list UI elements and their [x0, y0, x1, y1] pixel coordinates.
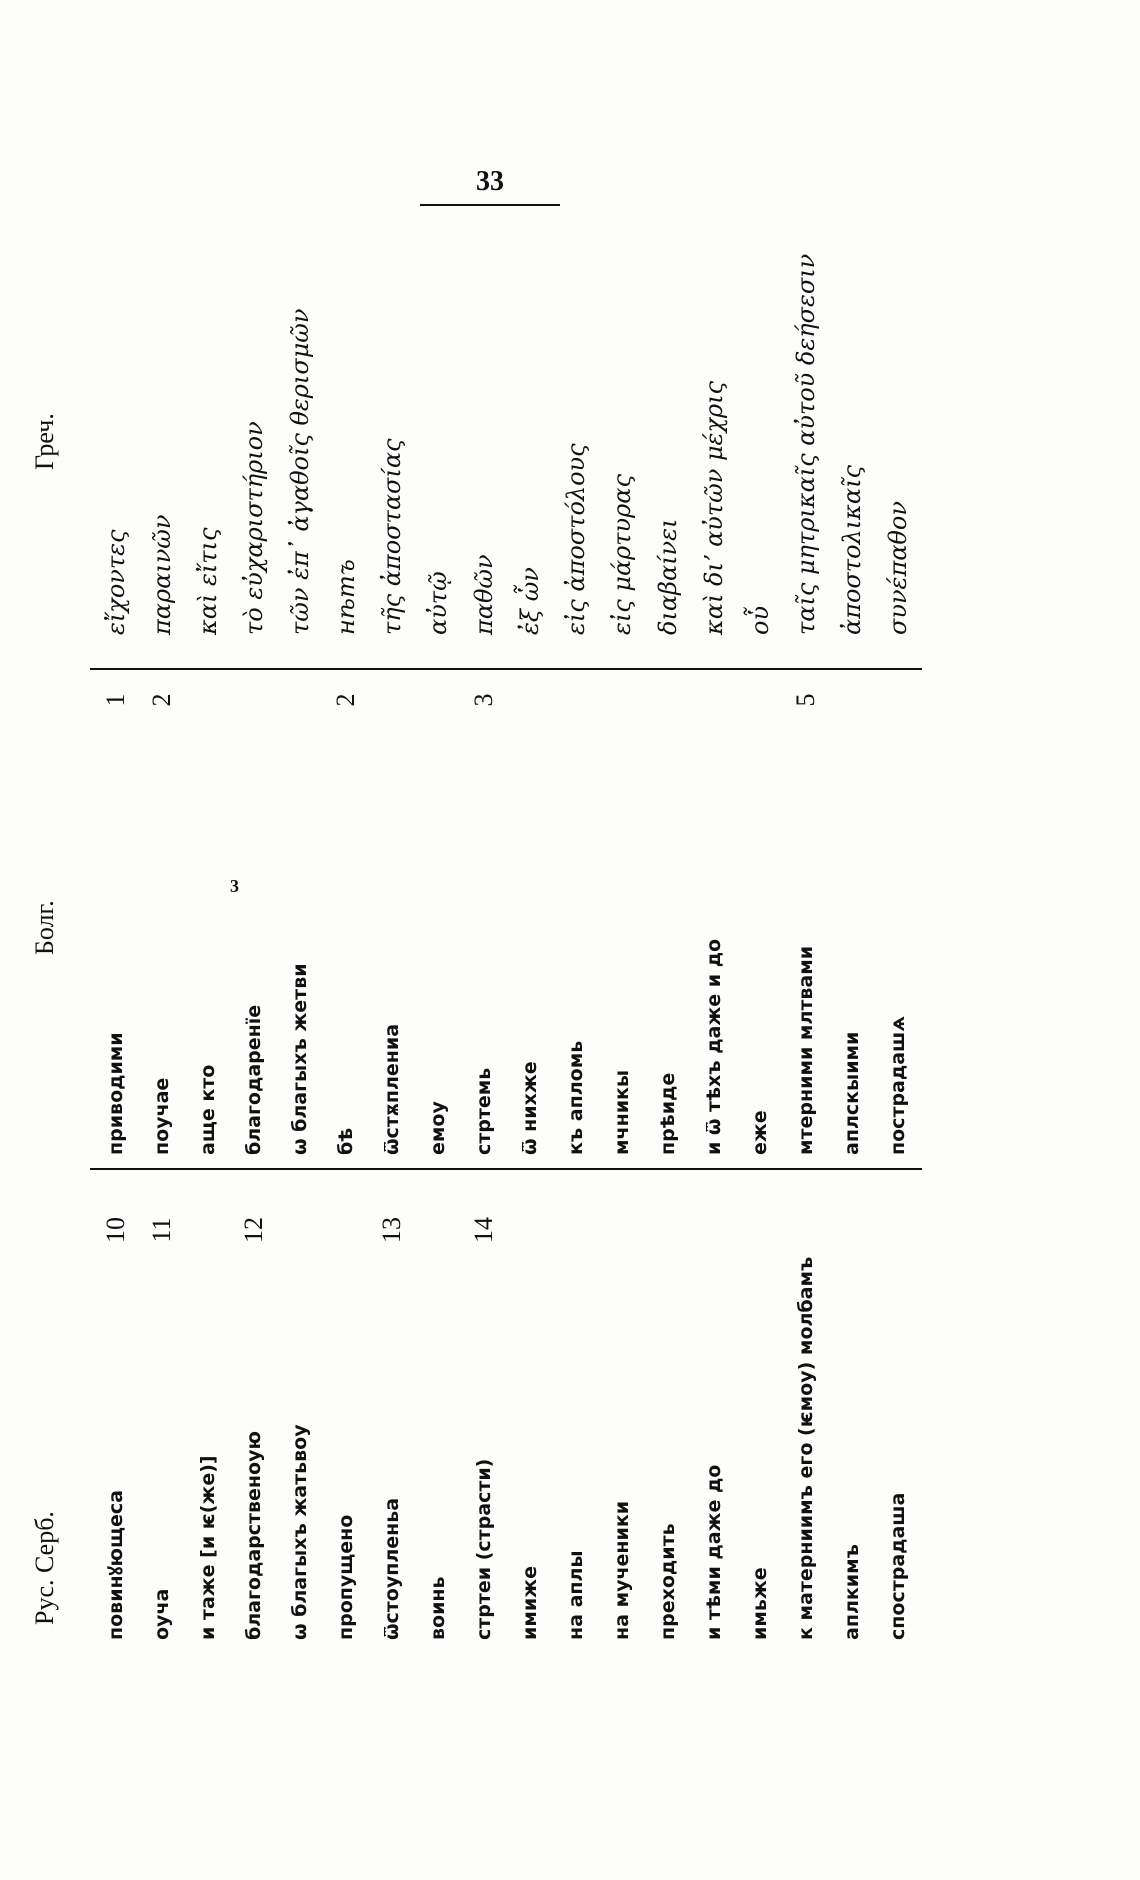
table-row: [690, 0, 738, 1880]
bulgarian-text: мтерними млтвами: [795, 945, 817, 1155]
serbian-text: стртеи (страсти): [473, 1458, 495, 1640]
bulgarian-text: еже: [749, 1110, 771, 1155]
serbian-text: спострадаша: [887, 1492, 909, 1640]
serbian-line-number: 10: [101, 1217, 130, 1243]
greek-text: ταῖς μητρικαῖς αὐτοῦ δεήσεσιν: [792, 253, 820, 635]
serbian-text: и таже [и ѥ(же)]: [197, 1455, 219, 1640]
greek-text: τῶν ἐπ᾽ ἀγαθοῖς θερισμῶν: [286, 308, 314, 635]
table-row: [874, 0, 922, 1880]
greek-text: нѣтъ: [332, 559, 360, 635]
greek-text: παθῶν: [470, 554, 498, 635]
serbian-text: на мученики: [611, 1500, 633, 1640]
greek-text: οὗ: [746, 605, 774, 635]
greek-text: διαβαίνει: [654, 518, 682, 635]
greek-text: ἀποστολικαῖς: [838, 465, 866, 635]
serbian-text: повинꙋющеса: [105, 1489, 127, 1640]
serbian-text: имьже: [749, 1567, 771, 1640]
table-row: [644, 0, 692, 1880]
table-row: [276, 0, 324, 1880]
serbian-text: аплкимъ: [841, 1544, 863, 1640]
greek-line-number: 3: [469, 693, 498, 707]
table-row: [92, 0, 140, 1880]
greek-line-number: 1: [101, 693, 130, 707]
serbian-line-number: 14: [469, 1217, 498, 1243]
serbian-text: имиже: [519, 1566, 541, 1640]
serbian-line-number: 13: [377, 1217, 406, 1243]
serbian-text: к матерниимъ его (ѥмоу) молбамъ: [795, 1256, 817, 1640]
serbian-text: и тѣми даже до: [703, 1464, 725, 1640]
page-number: 33: [476, 166, 504, 197]
bulgarian-text: къ апломь: [565, 1040, 587, 1155]
table-row: [598, 0, 646, 1880]
bulgarian-text: и ѿ тѣхъ даже и до: [703, 938, 725, 1155]
serbian-text: ѿстоупленьа: [381, 1497, 403, 1640]
table-row: [782, 0, 830, 1880]
table-row: [368, 0, 416, 1880]
serbian-line-number: 12: [239, 1217, 268, 1243]
table-row: [828, 0, 876, 1880]
table-row: [414, 0, 462, 1880]
header-bulgarian: Болг.: [30, 900, 59, 955]
greek-text: τὸ εὐχαριστήριον: [240, 421, 268, 635]
bulgarian-text: аще кто: [197, 1064, 219, 1155]
serbian-text: пропущено: [335, 1514, 357, 1640]
greek-text: ἐξ ὧν: [516, 567, 544, 635]
header-greek: Греч.: [30, 413, 59, 470]
greek-text: συνέπαθον: [884, 501, 912, 635]
table-row: [552, 0, 600, 1880]
serbian-text: оучa: [151, 1588, 173, 1640]
bulgarian-text: благодаренїе: [243, 1004, 265, 1155]
greek-line-number: 2: [331, 693, 360, 707]
greek-text: εἴχοντες: [102, 529, 130, 635]
bulgarian-text: мчникы: [611, 1069, 633, 1155]
bulgarian-text: приводими: [105, 1032, 127, 1155]
greek-line-number: 5: [791, 693, 820, 707]
serbian-text: воинь: [427, 1576, 449, 1640]
bulgarian-text: прѣиде: [657, 1072, 679, 1155]
greek-text: παραινῶν: [148, 514, 176, 635]
serbian-text: благодарственоую: [243, 1431, 265, 1640]
table-row: [184, 0, 232, 1880]
greek-text: τῆς ἀποστασίας: [378, 438, 406, 635]
bulgarian-text: аплскыими: [841, 1031, 863, 1155]
header-serbian: Рус. Серб.: [30, 1511, 59, 1625]
table-row: [322, 0, 370, 1880]
greek-text: καὶ διʼ αὐτῶν μέχρις: [700, 381, 728, 635]
bulgarian-text: поучае: [151, 1077, 173, 1155]
greek-text: εἰς μάρτυρας: [608, 474, 636, 635]
serbian-text: ѡ благыхъ жатьвоу: [289, 1424, 311, 1640]
table-row: [460, 0, 508, 1880]
serbian-text: на аплы: [565, 1550, 587, 1640]
bulgarian-text: ѿ нихже: [519, 1061, 541, 1155]
bulgarian-text: ѿстѫплениа: [381, 1023, 403, 1155]
footnote-mark: 3: [230, 876, 239, 896]
table-row: [230, 0, 278, 1880]
greek-text: αὐτῷ: [424, 571, 452, 635]
bulgarian-text: стртемь: [473, 1067, 495, 1155]
greek-line-number: 2: [147, 693, 176, 707]
table-row: [138, 0, 186, 1880]
greek-text: εἰς ἀποστόλους: [562, 443, 590, 635]
greek-text: καὶ εἴτις: [194, 527, 222, 635]
bulgarian-text: пострадашѧ: [887, 1015, 909, 1155]
table-row: [506, 0, 554, 1880]
bulgarian-text: емоу: [427, 1101, 449, 1155]
serbian-text: преходить: [657, 1523, 679, 1640]
serbian-line-number: 11: [147, 1217, 176, 1243]
bulgarian-text: бѣ: [335, 1127, 357, 1155]
bulgarian-text: ѡ благыхъ жетви: [289, 963, 311, 1155]
table-row: [736, 0, 784, 1880]
